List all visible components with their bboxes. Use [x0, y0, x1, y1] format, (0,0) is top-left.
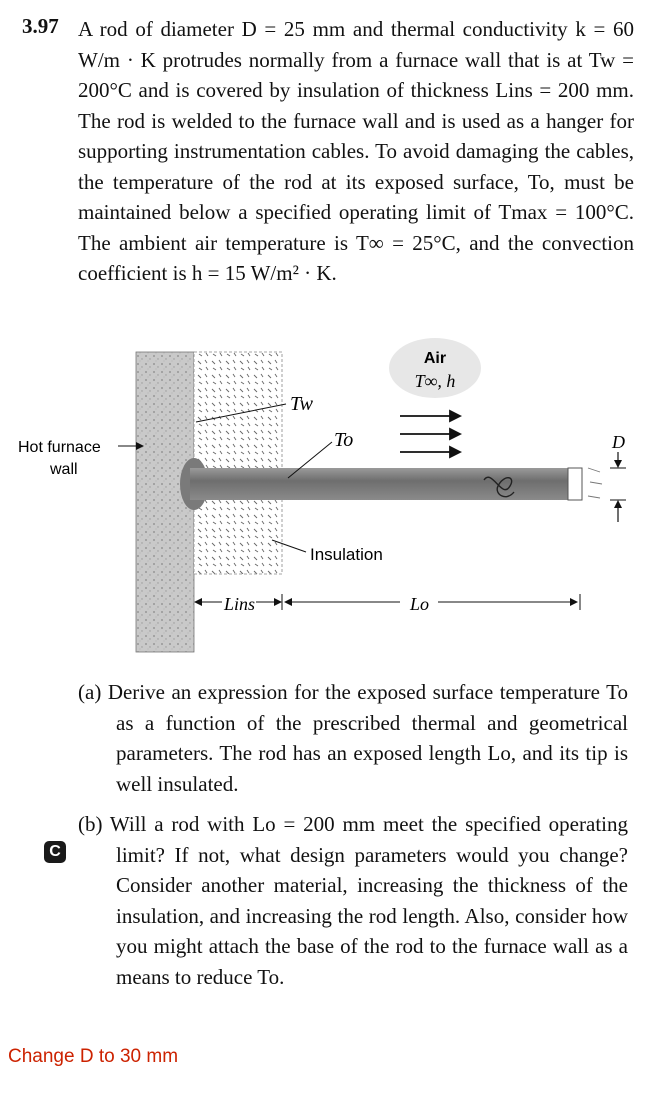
rod-tip: [568, 468, 582, 500]
to-label: To: [334, 429, 354, 451]
insulation-block: [194, 352, 282, 574]
air-props-label: T∞, h: [414, 371, 456, 391]
d-label: D: [612, 432, 625, 452]
problem-parts: [78, 677, 628, 1002]
lins-label: Lins: [224, 594, 256, 614]
part-b: (b) Will a rod with Lo = 200 mm meet the specified operating limit? If not, what design parameters would you change? Consider another material, increasing the thickness of the insulation, and increasing the rod length. Also, consider how you might attach the base of the rod to the furnace wall as a means to reduce To.: [78, 812, 628, 989]
hot-furnace-label: Hot furnace: [18, 439, 101, 456]
tw-label: Tw: [290, 393, 313, 415]
problem-number: 3.97: [22, 14, 59, 38]
flow-arrows: [400, 411, 460, 457]
figure-diagram: [0, 330, 662, 660]
computer-badge-icon: C: [44, 841, 66, 863]
problem-statement: [22, 14, 634, 289]
edit-note: Change D to 30 mm: [8, 1046, 179, 1067]
figure: [0, 330, 662, 660]
air-label: Air: [423, 350, 447, 367]
problem-text: A rod of diameter D = 25 mm and thermal conductivity k = 60 W/m · K protrudes normally from a furnace wall that is at Tw = 200°C and is covered by insulation of thickness Lins = 200 mm. The rod is welded to the furnace wall and is used as a hanger for supporting instrumentation cables. To avoid damaging the cables, the temperature of the rod at its exposed surface, To, must be maintained below a specified operating limit of Tmax = 100°C. The ambient air temperature is T∞ = 25°C, and the convection coefficient is h = 15 W/m² · K.: [78, 17, 634, 285]
hot-furnace-label-2: wall: [50, 461, 78, 478]
insulation-label: Insulation: [310, 545, 383, 564]
lo-label: Lo: [410, 594, 430, 614]
part-a: (a) Derive an expression for the exposed surface temperature To as a function of the prescribed thermal and geometrical parameters. The rod has an exposed length Lo, and its tip is well insulated.: [78, 680, 628, 796]
